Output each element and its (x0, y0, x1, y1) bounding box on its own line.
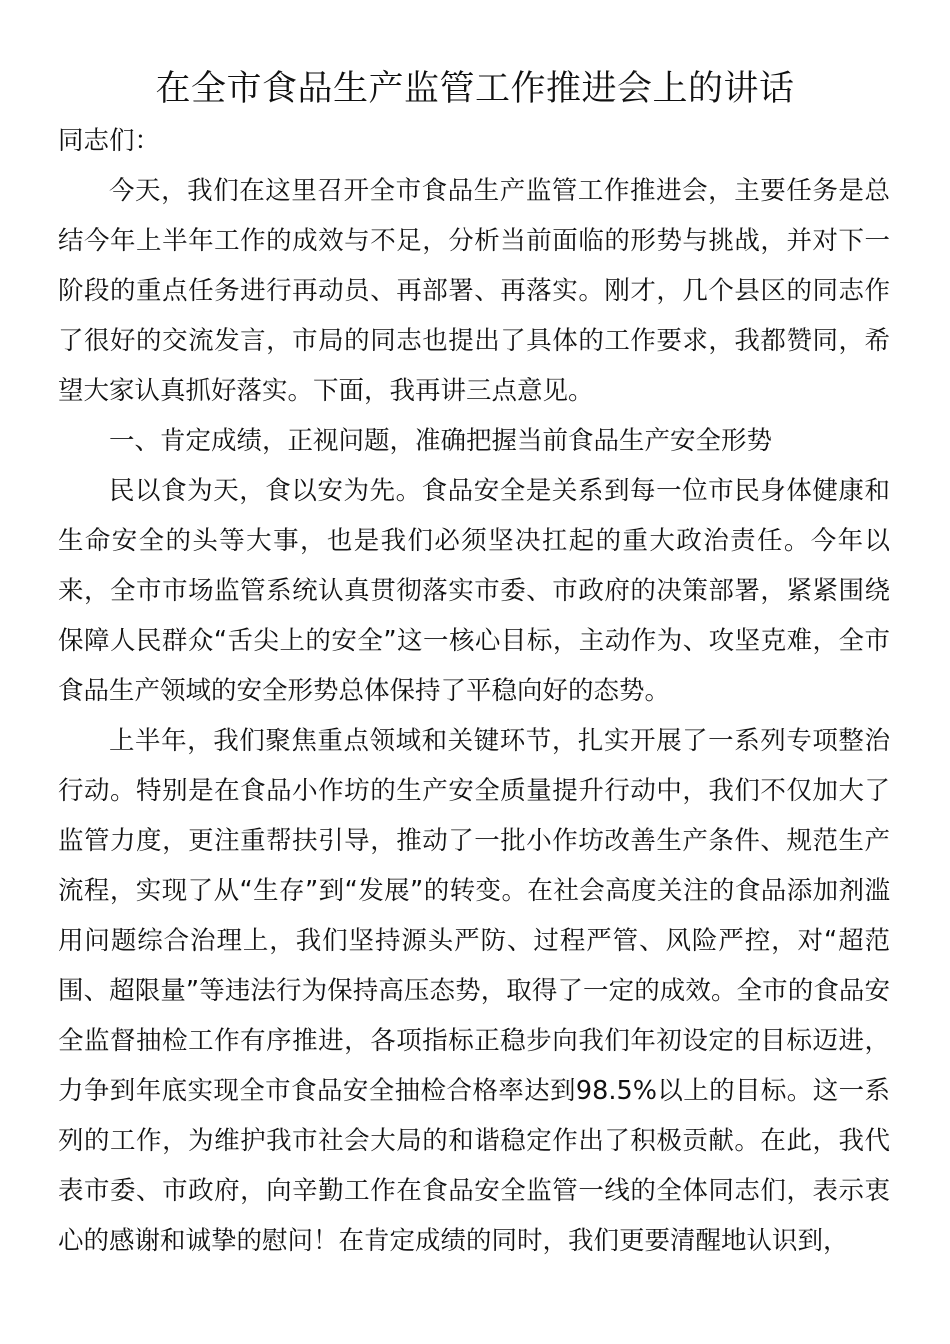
document-body (58, 116, 890, 1266)
document-title: 在全市食品生产监管工作推进会上的讲话 (155, 69, 795, 109)
paragraph-opening: 今天，我们在这里召开全市食品生产监管工作推进会，主要任务是总结今年上半年工作的成效与不足，分析当前面临的形势与挑战，并对下一阶段的重点任务进行再动员、再部署、再落实。刚才，几个县区的同志作了很好的交流发言，市局的同志也提出了具体的工作要求，我都赞同，希望大家认真抓好落实。下面，我再讲三点意见。 (58, 176, 890, 406)
paragraph-first-half-work: 上半年，我们聚焦重点领域和关键环节，扎实开展了一系列专项整治行动。特别是在食品小作坊的生产安全质量提升行动中，我们不仅加大了监管力度，更注重帮扶引导，推动了一批小作坊改善生产条件、规范生产流程，实现了从“生存”到“发展”的转变。在社会高度关注的食品添加剂滥用问题综合治理上，我们坚持源头严防、过程严管、风险严控，对“超范围、超限量”等违法行为保持高压态势，取得了一定的成效。全市的食品安全监督抽检工作有序推进，各项指标正稳步向我们年初设定的目标迈进，力争到年底实现全市食品安全抽检合格率达到98.5%以上的目标。这一系列的工作，为维护我市社会大局的和谐稳定作出了积极贡献。在此，我代表市委、市政府，向辛勤工作在食品安全监管一线的全体同志们，表示衷心的感谢和诚挚的慰问！在肯定成绩的同时，我们更要清醒地认识到， (58, 726, 890, 1256)
salutation: 同志们： (58, 126, 161, 156)
paragraph-food-safety: 民以食为天，食以安为先。食品安全是关系到每一位市民身体健康和生命安全的头等大事，也是我们必须坚决扛起的重大政治责任。今年以来，全市市场监管系统认真贯彻落实市委、市政府的决策部署，紧紧围绕保障人民群众“舌尖上的安全”这一核心目标，主动作为、攻坚克难，全市食品生产领域的安全形势总体保持了平稳向好的态势。 (58, 476, 890, 706)
section-heading-1: 一、肯定成绩，正视问题，准确把握当前食品生产安全形势 (109, 426, 773, 456)
